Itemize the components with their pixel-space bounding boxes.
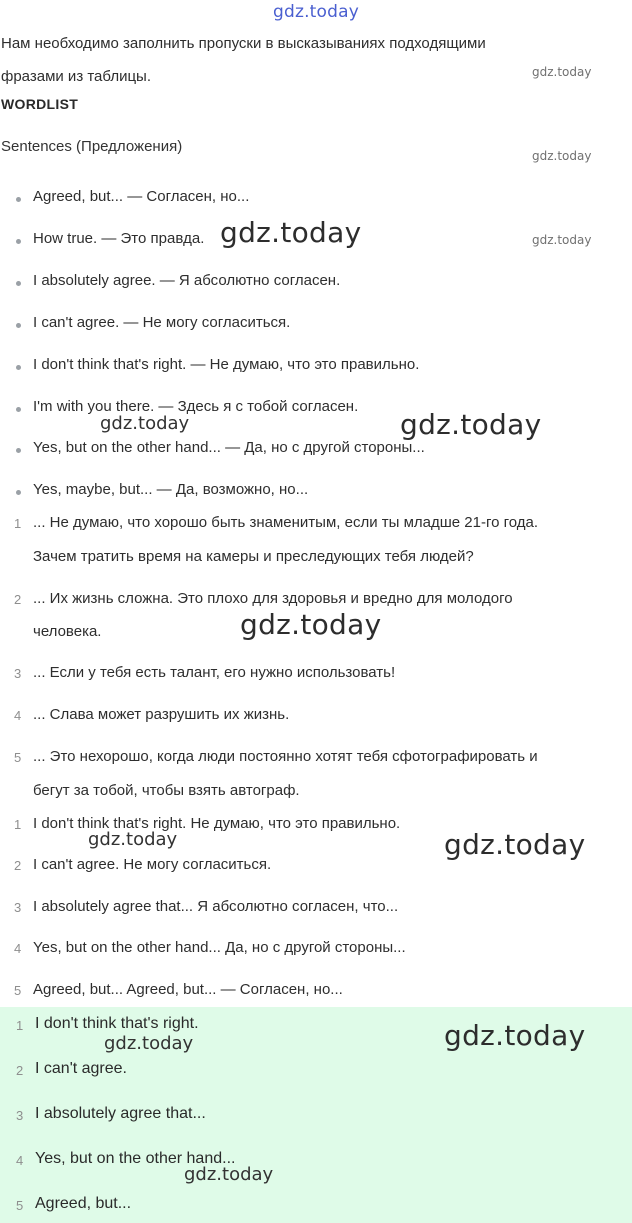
translation-line: Yes, but on the other hand... Да, но с другой стороны...: [33, 939, 406, 956]
bullet-icon: [16, 365, 21, 370]
bullet-icon: [16, 448, 21, 453]
watermark: gdz.today: [532, 149, 592, 163]
statement-line: ... Их жизнь сложна. Это плохо для здоровья и вредно для молодого: [33, 590, 513, 607]
site-logo[interactable]: gdz.today: [272, 2, 360, 22]
answer-number: 5: [16, 1198, 24, 1213]
watermark: gdz.today: [532, 65, 592, 79]
intro-line-1: Нам необходимо заполнить пропуски в высказываниях подходящими: [1, 35, 486, 52]
translation-number: 1: [14, 817, 22, 832]
statement-number: 3: [14, 666, 22, 681]
statement-line: ... Слава может разрушить их жизнь.: [33, 706, 290, 723]
wordlist-item: How true. — Это правда.: [33, 230, 205, 247]
statement-line: ... Не думаю, что хорошо быть знаменитым, если ты младше 21-го года.: [33, 514, 539, 531]
translation-number: 5: [14, 983, 22, 998]
bullet-icon: [16, 490, 21, 495]
watermark: gdz.today: [220, 216, 362, 249]
wordlist-item: Yes, maybe, but... — Да, возможно, но...: [33, 481, 309, 498]
translation-line: Agreed, but... Agreed, but... — Согласен, но...: [33, 981, 343, 998]
answer-line: I can't agree.: [35, 1060, 127, 1077]
bullet-icon: [16, 239, 21, 244]
sentences-heading: Sentences (Предложения): [1, 138, 183, 155]
statement-line: человека.: [33, 623, 102, 640]
translation-number: 4: [14, 941, 22, 956]
statement-line: бегут за тобой, чтобы взять автограф.: [33, 782, 300, 799]
answer-number: 1: [16, 1018, 24, 1033]
wordlist-item: I absolutely agree. — Я абсолютно согласен.: [33, 272, 341, 289]
wordlist-item: Agreed, but... — Согласен, но...: [33, 188, 250, 205]
answer-line: Agreed, but...: [35, 1195, 132, 1212]
wordlist-item: Yes, but on the other hand... — Да, но с другой стороны...: [33, 439, 425, 456]
translation-number: 3: [14, 900, 22, 915]
wordlist-item: I can't agree. — Не могу согласиться.: [33, 314, 291, 331]
watermark: gdz.today: [88, 829, 178, 850]
wordlist-heading: WORDLIST: [1, 96, 79, 112]
statement-number: 5: [14, 750, 22, 765]
bullet-icon: [16, 281, 21, 286]
watermark: gdz.today: [444, 1019, 586, 1052]
statement-number: 4: [14, 708, 22, 723]
watermark: gdz.today: [240, 608, 382, 641]
intro-line-2: фразами из таблицы.: [1, 68, 151, 85]
answer-number: 4: [16, 1153, 24, 1168]
statement-line: ... Это нехорошо, когда люди постоянно хотят тебя сфотографировать и: [33, 748, 538, 765]
watermark: gdz.today: [400, 408, 542, 441]
bullet-icon: [16, 197, 21, 202]
statement-number: 1: [14, 516, 22, 531]
answer-number: 2: [16, 1063, 24, 1078]
watermark: gdz.today: [184, 1164, 274, 1185]
translation-number: 2: [14, 858, 22, 873]
watermark: gdz.today: [100, 413, 190, 434]
bullet-icon: [16, 407, 21, 412]
statement-line: ... Если у тебя есть талант, его нужно использовать!: [33, 664, 396, 681]
watermark: gdz.today: [444, 828, 586, 861]
translation-line: I can't agree. Не могу согласиться.: [33, 856, 272, 873]
watermark: gdz.today: [532, 233, 592, 247]
statement-number: 2: [14, 592, 22, 607]
translation-line: I don't think that's right. Не думаю, что это правильно.: [33, 815, 401, 832]
answer-line: I don't think that's right.: [35, 1015, 199, 1032]
watermark: gdz.today: [104, 1033, 194, 1054]
bullet-icon: [16, 323, 21, 328]
statement-line: Зачем тратить время на камеры и преследующих тебя людей?: [33, 548, 474, 565]
translation-line: I absolutely agree that... Я абсолютно согласен, что...: [33, 898, 399, 915]
wordlist-item: I don't think that's right. — Не думаю, что это правильно.: [33, 356, 420, 373]
wordlist-item: I'm with you there. — Здесь я с тобой согласен.: [33, 398, 359, 415]
answer-line: Yes, but on the other hand...: [35, 1150, 236, 1167]
answer-line: I absolutely agree that...: [35, 1105, 206, 1122]
answer-number: 3: [16, 1108, 24, 1123]
